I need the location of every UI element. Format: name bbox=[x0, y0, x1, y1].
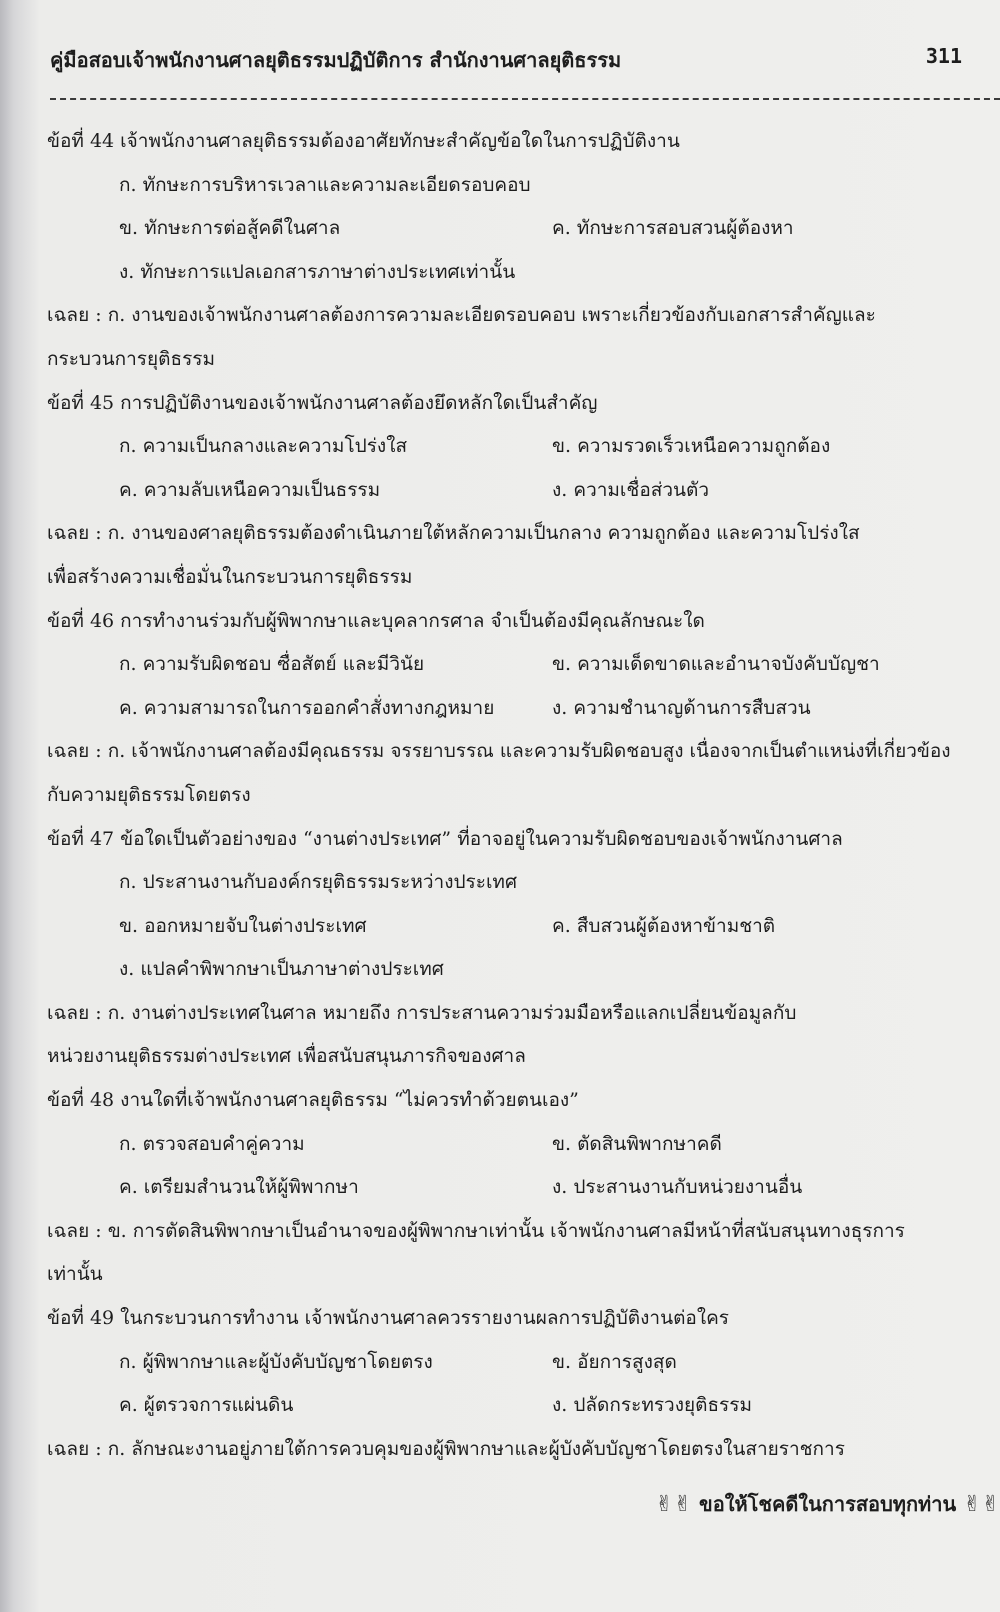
option-46-a: ก. ความรับผิดชอบ ซื่อสัตย์ และมีวินัย bbox=[119, 653, 425, 676]
footer-message bbox=[600, 1488, 1000, 1520]
options-45-cd bbox=[47, 480, 977, 500]
option-49-b: ข. อัยการสูงสุด bbox=[552, 1350, 677, 1373]
question-47: ข้อที่ 47 ข้อใดเป็นตัวอย่างของ “งานต่างประเทศ” ที่อาจอยู่ในความรับผิดชอบของเจ้าพนักงานศาล bbox=[47, 827, 843, 850]
option-47-c: ค. สืบสวนผู้ต้องหาข้ามชาติ bbox=[552, 914, 776, 937]
answer-44-cont: กระบวนการยุติธรรม bbox=[47, 347, 216, 370]
option-45-d: ง. ความเชื่อส่วนตัว bbox=[552, 478, 709, 501]
option-46-d: ง. ความชำนาญด้านการสืบสวน bbox=[552, 696, 811, 719]
option-49-c: ค. ผู้ตรวจการแผ่นดิน bbox=[119, 1394, 294, 1417]
option-46-b: ข. ความเด็ดขาดและอำนาจบังคับบัญชา bbox=[552, 653, 880, 676]
question-45: ข้อที่ 45 การปฏิบัติงานของเจ้าพนักงานศาลต้องยึดหลักใดเป็นสำคัญ bbox=[47, 391, 598, 414]
header-title: คู่มือสอบเจ้าพนักงานศาลยุติธรรมปฏิบัติการ สำนักงานศาลยุติธรรม bbox=[50, 48, 622, 72]
option-44-b: ข. ทักษะการต่อสู้คดีในศาล bbox=[119, 217, 341, 240]
question-49: ข้อที่ 49 ในกระบวนการทำงาน เจ้าพนักงานศาลควรรายงานผลการปฏิบัติงานต่อใคร bbox=[47, 1307, 730, 1330]
answer-48: เฉลย : ข. การตัดสินพิพากษาเป็นอำนาจของผู้พิพากษาเท่านั้น เจ้าพนักงานศาลมีหน้าที่สนับสนุนทางธุรการ bbox=[47, 1219, 905, 1242]
options-49-ab bbox=[47, 1352, 977, 1372]
question-48: ข้อที่ 48 งานใดที่เจ้าพนักงานศาลยุติธรรม “ไม่ควรทำด้วยตนเอง” bbox=[47, 1089, 579, 1112]
option-45-c: ค. ความลับเหนือความเป็นธรรม bbox=[119, 478, 381, 501]
page-header bbox=[50, 44, 962, 78]
answer-45-cont: เพื่อสร้างความเชื่อมั่นในกระบวนการยุติธรรม bbox=[47, 565, 413, 588]
answer-46: เฉลย : ก. เจ้าพนักงานศาลต้องมีคุณธรรม จรรยาบรรณ และความรับผิดชอบสูง เนื่องจากเป็นตำแหน่งที่เกี่ยวข้อง bbox=[47, 740, 951, 763]
option-49-d: ง. ปลัดกระทรวงยุติธรรม bbox=[552, 1394, 752, 1417]
option-44-a: ก. ทักษะการบริหารเวลาและความละเอียดรอบคอบ bbox=[119, 173, 531, 196]
answer-49: เฉลย : ก. ลักษณะงานอยู่ภายใต้การควบคุมของผู้พิพากษาและผู้บังคับบัญชาโดยตรงในสายราชการ bbox=[47, 1437, 845, 1460]
option-46-c: ค. ความสามารถในการออกคำสั่งทางกฎหมาย bbox=[119, 696, 495, 719]
question-44: ข้อที่ 44 เจ้าพนักงานศาลยุติธรรมต้องอาศัยทักษะสำคัญข้อใดในการปฏิบัติงาน bbox=[47, 130, 680, 152]
options-46-cd bbox=[47, 698, 977, 718]
dashed-divider bbox=[50, 98, 1000, 100]
option-48-c: ค. เตรียมสำนวนให้ผู้พิพากษา bbox=[119, 1176, 359, 1199]
option-45-b: ข. ความรวดเร็วเหนือความถูกต้อง bbox=[552, 435, 831, 458]
footer-text: ขอให้โชคดีในการสอบทุกท่าน bbox=[699, 1492, 957, 1516]
option-49-a: ก. ผู้พิพากษาและผู้บังคับบัญชาโดยตรง bbox=[119, 1350, 433, 1373]
page-number: 311 bbox=[925, 44, 962, 68]
answer-47: เฉลย : ก. งานต่างประเทศในศาล หมายถึง การประสานความร่วมมือหรือแลกเปลี่ยนข้อมูลกับ bbox=[47, 1001, 797, 1024]
options-45-ab bbox=[47, 436, 977, 456]
question-46: ข้อที่ 46 การทำงานร่วมกับผู้พิพากษาและบุคลากรศาล จำเป็นต้องมีคุณลักษณะใด bbox=[47, 609, 705, 632]
option-48-b: ข. ตัดสินพิพากษาคดี bbox=[552, 1132, 722, 1155]
option-48-a: ก. ตรวจสอบคำคู่ความ bbox=[119, 1132, 305, 1155]
options-48-ab bbox=[47, 1134, 977, 1154]
option-48-d: ง. ประสานงานกับหน่วยงานอื่น bbox=[552, 1176, 803, 1199]
option-47-d: ง. แปลคำพิพากษาเป็นภาษาต่างประเทศ bbox=[119, 958, 444, 981]
answer-46-cont: กับความยุติธรรมโดยตรง bbox=[47, 783, 251, 806]
options-49-cd bbox=[47, 1395, 977, 1415]
option-47-a: ก. ประสานงานกับองค์กรยุติธรรมระหว่างประเทศ bbox=[119, 871, 518, 894]
options-48-cd bbox=[47, 1177, 977, 1197]
answer-47-cont: หน่วยงานยุติธรรมต่างประเทศ เพื่อสนับสนุนภารกิจของศาล bbox=[47, 1045, 526, 1068]
victory-hands-icon: ✌✌ bbox=[655, 1492, 693, 1517]
answer-44: เฉลย : ก. งานของเจ้าพนักงานศาลต้องการความละเอียดรอบคอบ เพราะเกี่ยวข้องกับเอกสารสำคัญและ bbox=[47, 304, 876, 327]
option-44-c: ค. ทักษะการสอบสวนผู้ต้องหา bbox=[552, 217, 794, 240]
answer-48-cont: เท่านั้น bbox=[47, 1263, 103, 1286]
option-47-b: ข. ออกหมายจับในต่างประเทศ bbox=[119, 914, 367, 937]
option-44-d: ง. ทักษะการแปลเอกสารภาษาต่างประเทศเท่านั้น bbox=[119, 260, 516, 283]
options-47-bc bbox=[47, 916, 977, 936]
options-46-ab bbox=[47, 654, 977, 674]
question-list bbox=[47, 131, 977, 1482]
victory-hands-icon-right: ✌✌ bbox=[963, 1492, 1000, 1517]
answer-45: เฉลย : ก. งานของศาลยุติธรรมต้องดำเนินภายใต้หลักความเป็นกลาง ความถูกต้อง และความโปร่งใส bbox=[47, 522, 860, 545]
options-44-bc bbox=[47, 218, 977, 238]
option-45-a: ก. ความเป็นกลางและความโปร่งใส bbox=[119, 435, 408, 458]
